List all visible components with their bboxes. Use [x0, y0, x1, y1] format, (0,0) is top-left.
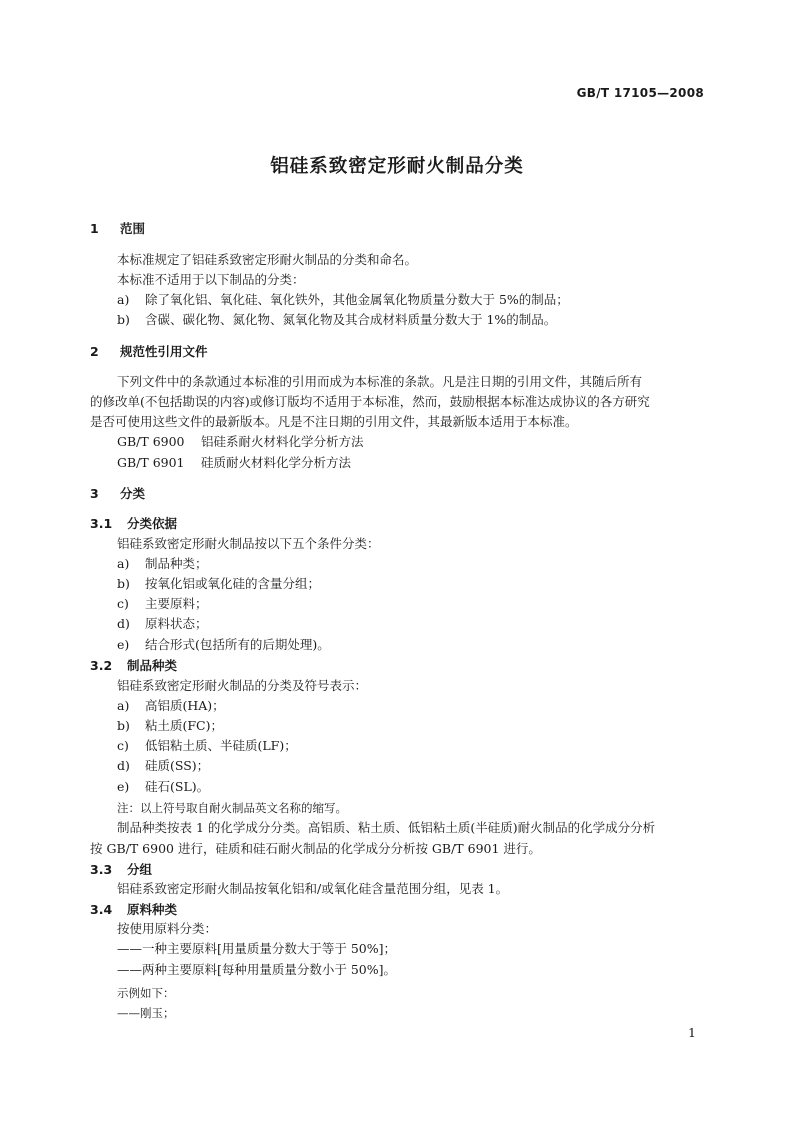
paragraph-line: 制品种类按表 1 的化学成分分类。高铝质、粘土质、低铝粘土质(半硅质)耐火制品的化学成分分析 — [117, 820, 656, 835]
list-item — [117, 556, 208, 572]
list-item — [117, 596, 208, 612]
list-label: a) — [117, 698, 130, 713]
example-intro: 示例如下： — [117, 986, 175, 1000]
section-title: 原料种类 — [127, 902, 178, 917]
section-3-heading — [90, 486, 145, 502]
list-item — [117, 292, 569, 308]
list-text: 硅质(SS)； — [145, 758, 210, 773]
reference-item — [117, 434, 364, 450]
paragraph: 本标准规定了铝硅系致密定形耐火制品的分类和命名。 — [117, 252, 418, 267]
example-item: ——刚玉； — [117, 1006, 175, 1020]
list-text: 除了氧化铝、氧化硅、氧化铁外，其他金属氧化物质量分数大于 5%的制品； — [145, 292, 569, 307]
list-label: a) — [117, 556, 130, 571]
list-item — [117, 698, 225, 714]
note: 注：以上符号取自耐火制品英文名称的缩写。 — [117, 801, 347, 815]
list-label: c) — [117, 738, 129, 753]
dash-list-item: ——一种主要原料[用量质量分数大于等于 50%]； — [117, 941, 397, 956]
list-text: 制品种类； — [145, 556, 208, 571]
section-number: 3.1 — [90, 516, 113, 531]
reference-code: GB/T 6900 — [117, 434, 185, 449]
section-number: 3.2 — [90, 658, 113, 673]
section-number: 2 — [90, 344, 99, 359]
paragraph: 铝硅系致密定形耐火制品按以下五个条件分类： — [117, 536, 380, 551]
list-text: 粘土质(FC)； — [145, 718, 223, 733]
list-label: b) — [117, 312, 130, 327]
list-text: 结合形式(包括所有的后期处理)。 — [145, 637, 330, 652]
list-label: e) — [117, 637, 130, 652]
list-label: b) — [117, 718, 130, 733]
section-title: 分类 — [120, 486, 146, 501]
list-item — [117, 312, 556, 328]
paragraph: 铝硅系致密定形耐火制品的分类及符号表示： — [117, 678, 368, 693]
reference-code: GB/T 6901 — [117, 455, 185, 470]
reference-item — [117, 455, 351, 471]
list-label: d) — [117, 758, 130, 773]
list-label: c) — [117, 596, 129, 611]
section-number: 3.3 — [90, 862, 113, 877]
paragraph-line: 是否可使用这些文件的最新版本。凡是不注日期的引用文件，其最新版本适用于本标准。 — [90, 414, 578, 429]
list-label: b) — [117, 576, 130, 591]
section-number: 3 — [90, 486, 99, 501]
section-title: 制品种类 — [127, 658, 178, 673]
section-2-heading — [90, 344, 208, 360]
section-title: 规范性引用文件 — [120, 344, 208, 359]
page-title: 铝硅系致密定形耐火制品分类 — [270, 156, 524, 177]
list-label: a) — [117, 292, 130, 307]
reference-title: 硅质耐火材料化学分析方法 — [201, 455, 352, 470]
dash-list-item: ——两种主要原料[每种用量质量分数小于 50%]。 — [117, 962, 397, 977]
subsection-3-4-heading — [90, 902, 177, 918]
paragraph-line: 按 GB/T 6900 进行，硅质和硅石耐火制品的化学成分分析按 GB/T 6901 进行。 — [90, 841, 541, 856]
section-number: 3.4 — [90, 902, 113, 917]
list-text: 含碳、碳化物、氮化物、氮氧化物及其合成材料质量分数大于 1%的制品。 — [145, 312, 557, 327]
paragraph: 按使用原料分类： — [117, 921, 218, 936]
list-item — [117, 738, 297, 754]
list-text: 原料状态； — [145, 616, 208, 631]
section-number: 1 — [90, 221, 99, 236]
reference-title: 铝硅系耐火材料化学分析方法 — [201, 434, 364, 449]
list-item — [117, 616, 208, 632]
list-item — [117, 758, 209, 774]
subsection-3-3-heading — [90, 862, 152, 878]
section-1-heading — [90, 221, 145, 237]
section-title: 分组 — [127, 862, 153, 877]
list-item — [117, 576, 320, 592]
subsection-3-1-heading — [90, 516, 177, 532]
list-item — [117, 718, 223, 734]
subsection-3-2-heading — [90, 658, 177, 674]
list-label: e) — [117, 779, 130, 794]
section-title: 范围 — [120, 221, 146, 236]
standard-code: GB/T 17105—2008 — [576, 86, 704, 100]
paragraph: 本标准不适用于以下制品的分类： — [117, 272, 305, 287]
list-text: 主要原料； — [145, 596, 208, 611]
list-text: 低铝粘土质、半硅质(LF)； — [145, 738, 297, 753]
list-text: 按氧化铝或氧化硅的含量分组； — [145, 576, 321, 591]
section-title: 分类依据 — [127, 516, 178, 531]
list-label: d) — [117, 616, 130, 631]
list-text: 硅石(SL)。 — [145, 779, 210, 794]
paragraph-line: 下列文件中的条款通过本标准的引用而成为本标准的条款。凡是注日期的引用文件，其随后所有 — [117, 374, 643, 389]
paragraph-line: 的修改单(不包括勘误的内容)或修订版均不适用于本标准，然而，鼓励根据本标准达成协议的各方研究 — [90, 394, 650, 409]
list-item — [117, 637, 330, 653]
list-item — [117, 779, 209, 795]
paragraph: 铝硅系致密定形耐火制品按氧化铝和/或氧化硅含量范围分组，见表 1。 — [117, 881, 509, 896]
list-text: 高铝质(HA)； — [145, 698, 225, 713]
page-number: 1 — [688, 1025, 696, 1040]
